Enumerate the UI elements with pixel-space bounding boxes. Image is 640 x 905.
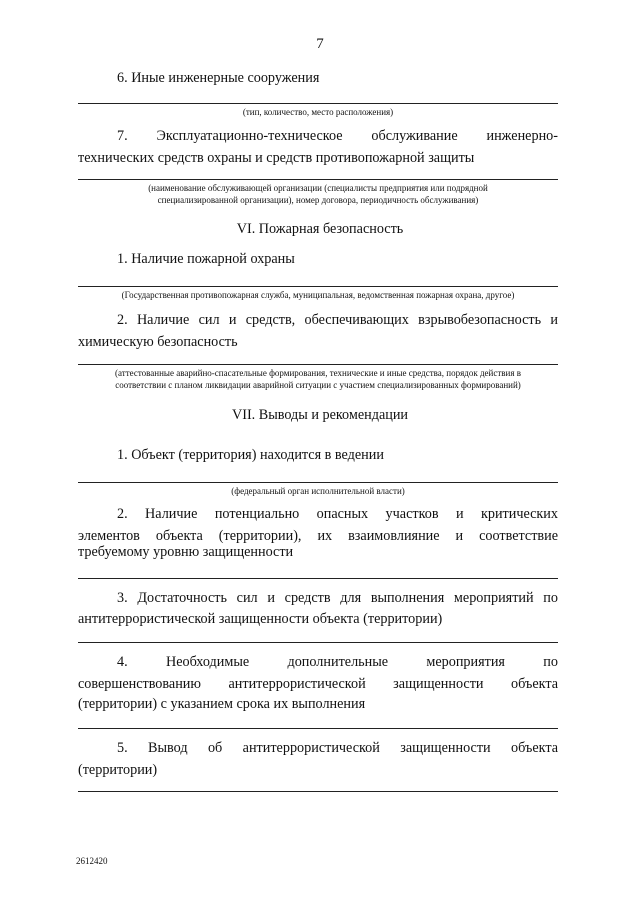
fill-line xyxy=(78,728,558,729)
field-caption: (Государственная противопожарная служба, муниципальная, ведомственная пожарная охрана, другое) xyxy=(121,290,515,300)
page-number: 7 xyxy=(316,36,324,52)
document-code: 2612420 xyxy=(76,856,108,866)
field-caption: специализированной организации), номер договора, периодичность обслуживания) xyxy=(157,195,479,205)
conclusion-item-2-line-1: 2. Наличие потенциально опасных участков и критических xyxy=(117,506,558,522)
conclusion-item-2-line-2: элементов объекта (территории), их взаимовлияние и соответствие xyxy=(78,528,558,544)
fill-line xyxy=(78,179,558,180)
field-caption: соответствии с планом ликвидации аварийной ситуации с участием специализированных формирований) xyxy=(115,380,521,390)
fire-safety-item-1: 1. Наличие пожарной охраны xyxy=(117,251,295,267)
fill-line xyxy=(78,578,558,579)
section-heading-conclusions: VII. Выводы и рекомендации xyxy=(231,407,409,423)
fill-line xyxy=(78,642,558,643)
fill-line xyxy=(78,482,558,483)
section-heading-fire-safety: VI. Пожарная безопасность xyxy=(236,221,404,237)
field-caption: (федеральный орган исполнительной власти) xyxy=(231,486,405,496)
section-item-6: 6. Иные инженерные сооружения xyxy=(117,70,320,86)
fire-safety-item-2-line-2: химическую безопасность xyxy=(78,334,238,350)
fill-line xyxy=(78,286,558,287)
conclusion-item-3-line-1: 3. Достаточность сил и средств для выполнения мероприятий по xyxy=(117,590,558,606)
conclusion-item-5-line-1: 5. Вывод об антитеррористической защищенности объекта xyxy=(117,740,558,756)
fill-line xyxy=(78,791,558,792)
conclusion-item-1: 1. Объект (территория) находится в ведении xyxy=(117,447,384,463)
conclusion-item-2-line-3: требуемому уровню защищенности xyxy=(78,544,294,560)
fill-line xyxy=(78,364,558,365)
section-item-7-line-1: 7. Эксплуатационно-техническое обслуживание инженерно- xyxy=(117,128,558,144)
field-caption: (аттестованные аварийно-спасательные формирования, технические и иные средства, порядок действия в xyxy=(115,368,521,378)
conclusion-item-5-line-2: (территории) xyxy=(78,762,158,778)
fill-line xyxy=(78,103,558,104)
conclusion-item-4-line-3: (территории) с указанием срока их выполнения xyxy=(78,696,366,712)
conclusion-item-4-line-1: 4. Необходимые дополнительные мероприятия по xyxy=(117,654,558,670)
conclusion-item-4-line-2: совершенствованию антитеррористической защищенности объекта xyxy=(78,676,558,692)
field-caption: (тип, количество, место расположения) xyxy=(242,107,394,117)
section-item-7-line-2: технических средств охраны и средств противопожарной защиты xyxy=(78,150,475,166)
field-caption: (наименование обслуживающей организации (специалисты предприятия или подрядной xyxy=(148,183,488,193)
conclusion-item-3-line-2: антитеррористической защищенности объекта (территории) xyxy=(78,611,443,627)
fire-safety-item-2-line-1: 2. Наличие сил и средств, обеспечивающих взрывобезопасность и xyxy=(117,312,558,328)
